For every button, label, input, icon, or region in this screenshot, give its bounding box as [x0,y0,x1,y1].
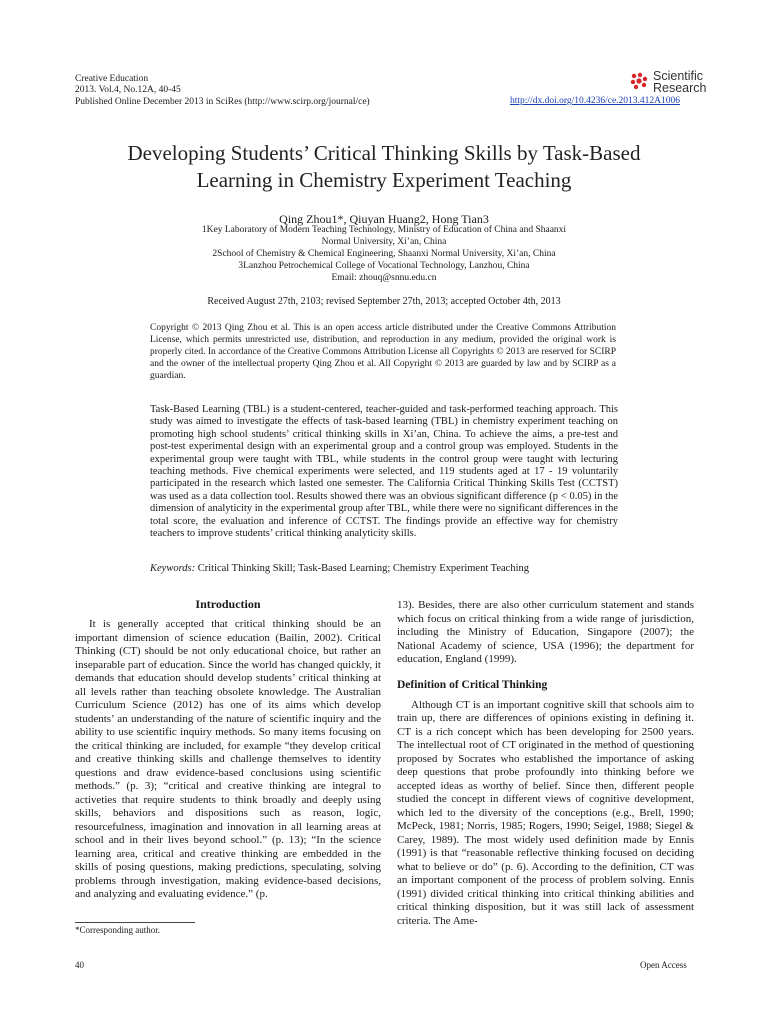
journal-name: Creative Education [75,74,149,84]
email: Email: zhouq@snnu.edu.cn [331,273,437,283]
logo-text-research: Research [653,81,707,95]
right-top-paragraph: 13). Besides, there are also other curriculum statement and stands which focus on critical thinking from a wide range of jurisdiction, including the Ministry of Education, Singapore (2007); the National Academy of science, USA (1996); the department for education, England (1999). [397,599,694,665]
logo-text-scientific: Scientific [653,69,704,83]
doi-link[interactable]: http://dx.doi.org/10.4236/ce.2013.412A1006 [510,96,681,106]
affiliation-1-cont: Normal University, Xi’an, China [321,237,447,247]
title-line-1: Developing Students’ Critical Thinking Skills by Task-Based [127,141,641,165]
affiliation-3: 3Lanzhou Petrochemical College of Vocational Technology, Lanzhou, China [238,261,530,271]
footnote-divider [75,922,195,923]
keywords-label: Keywords: [150,563,196,574]
intro-paragraph: It is generally accepted that critical thinking should be an important dimension of science education (Bailin, 2002). Critical Thinking (CT) should be not only educational choice, but rather an inseparable part of education. Since the world has changed quickly, it demands that education should develop students’ critical thinking at all levels rather than teaching obsolete knowledge. The Australian Curriculum Science (2012) has one of its aims which develop students’ an understanding of the nature of scientific inquiry and the ability to use scientific inquiry methods. So many items focusing on the critical thinking are included, for example “they develop critical and creative thinking skills and challenge themselves to identity questions and draw evidence-based conclusions using scientific methods.” (p. 3); “critical and creative thinking are integral to activeties that require students to think broadly and deeply using skills, behaviors and dispositions such as reason, logic, resourcefulness, imagination and innovation in all learning areas at school and in their lives beyond school.” (p. 13); “In the science learning area, critical and creative thinking are embedded in the skills of posing questions, making predictions, speculating, solving problems through investigation, making evidence-based decisions, and analyzing and evaluating evidence.” (p. [75,618,381,900]
published-info: Published Online December 2013 in SciRes (http://www.scirp.org/journal/ce) [75,97,370,107]
left-column [75,597,381,902]
keywords-list: Critical Thinking Skill; Task-Based Learning; Chemistry Experiment Teaching [197,563,529,574]
title-line-2: Learning in Chemistry Experiment Teaching [196,168,572,192]
section-heading-introduction: Introduction [195,597,261,611]
right-column [397,599,694,928]
volume-info: 2013. Vol.4, No.12A, 40-45 [75,85,181,95]
keywords [150,563,618,575]
received-dates: Received August 27th, 2103; revised September 27th, 2013; accepted October 4th, 2013 [207,296,561,307]
affiliation-2: 2School of Chemistry & Chemical Engineering, Shaanxi Normal University, Xi’an, China [212,249,556,259]
open-access-label: Open Access [640,960,687,970]
abstract: Task-Based Learning (TBL) is a student-centered, teacher-guided and task-performed teaching approach. This study was aimed to investigate the effects of task-based learning (TBL) in chemistry experiment teaching on promoting high school students’ critical thinking skills in Xi’an, China. To achieve the aims, a pre-test and post-test experimental design with an experimental group and a control group was employed. Students in the experimental group were taught with TBL, while students in the control group were taught with lecturing teaching methods. Five chemical experiments were selected, and 119 students aged at 17 - 19 voluntarily participated in the research which lasted one semester. The California Critical Thinking Skills Test (CCTST) was used as a data collection tool. Results showed there was an obvious significant difference (p < 0.05) in the dimension of analyticity in the experimental group after TBL, while there were no significant differences in the total score, the evaluation and inference of CCTST. The findings provide an effective way for chemistry teachers to improve students’ critical thinking analyticity skills. [150,404,618,540]
paper-title [60,140,708,194]
copyright-notice: Copyright © 2013 Qing Zhou et al. This is an open access article distributed under the Creative Commons Attribution License, which permits unrestricted use, distribution, and reproduction in any medium, provided the original work is properly cited. In accordance of the Creative Commons Attribution License all Copyrights © 2013 are reserved for SCIRP and the owner of the intellectual property Qing Zhou et al. All Copyright © 2013 are guarded by law and by SCIRP as a guardian. [150,323,616,381]
footnote: *Corresponding author. [75,925,160,935]
page-number: 40 [75,960,84,970]
definition-paragraph: Although CT is an important cognitive skill that schools aim to train up, there are differences of opinions existing in defining it. CT is a rich concept which has been developing for 2500 years. The intellectual root of CT originated in the method of questioning proposed by Socrates who established the importance of asking deep questions that probe profoundly into thinking before we accepted ideas as worthy of belief. Since then, different people studied the concept in different views of cognitive development, which led to the diversity of the conceptions (e.g., Brell, 1990; McPeck, 1981; Norris, 1985; Rogers, 1990; Seigel, 1988; Siegel & Carey, 1989). The most widely used definition made by Ennis (1991) is that “reasonable reflective thinking focused on deciding what to believe or do” (p. 6). According to the definition, CT was an important component of the process of problem solving. Ennis (1991) divided critical thinking into critical thinking abilities and critical thinking disposition, but it was still lack of assessment criteria. The Ame- [397,698,694,927]
authors-line: Qing Zhou1*, Qiuyan Huang2, Hong Tian3 [279,212,489,226]
affiliation-1: 1Key Laboratory of Modern Teaching Technology, Ministry of Education of China and Shaanxi [201,225,567,235]
section-heading-definition: Definition of Critical Thinking [397,678,548,691]
affiliations [140,224,628,284]
scientific-research-logo-icon [628,70,650,92]
